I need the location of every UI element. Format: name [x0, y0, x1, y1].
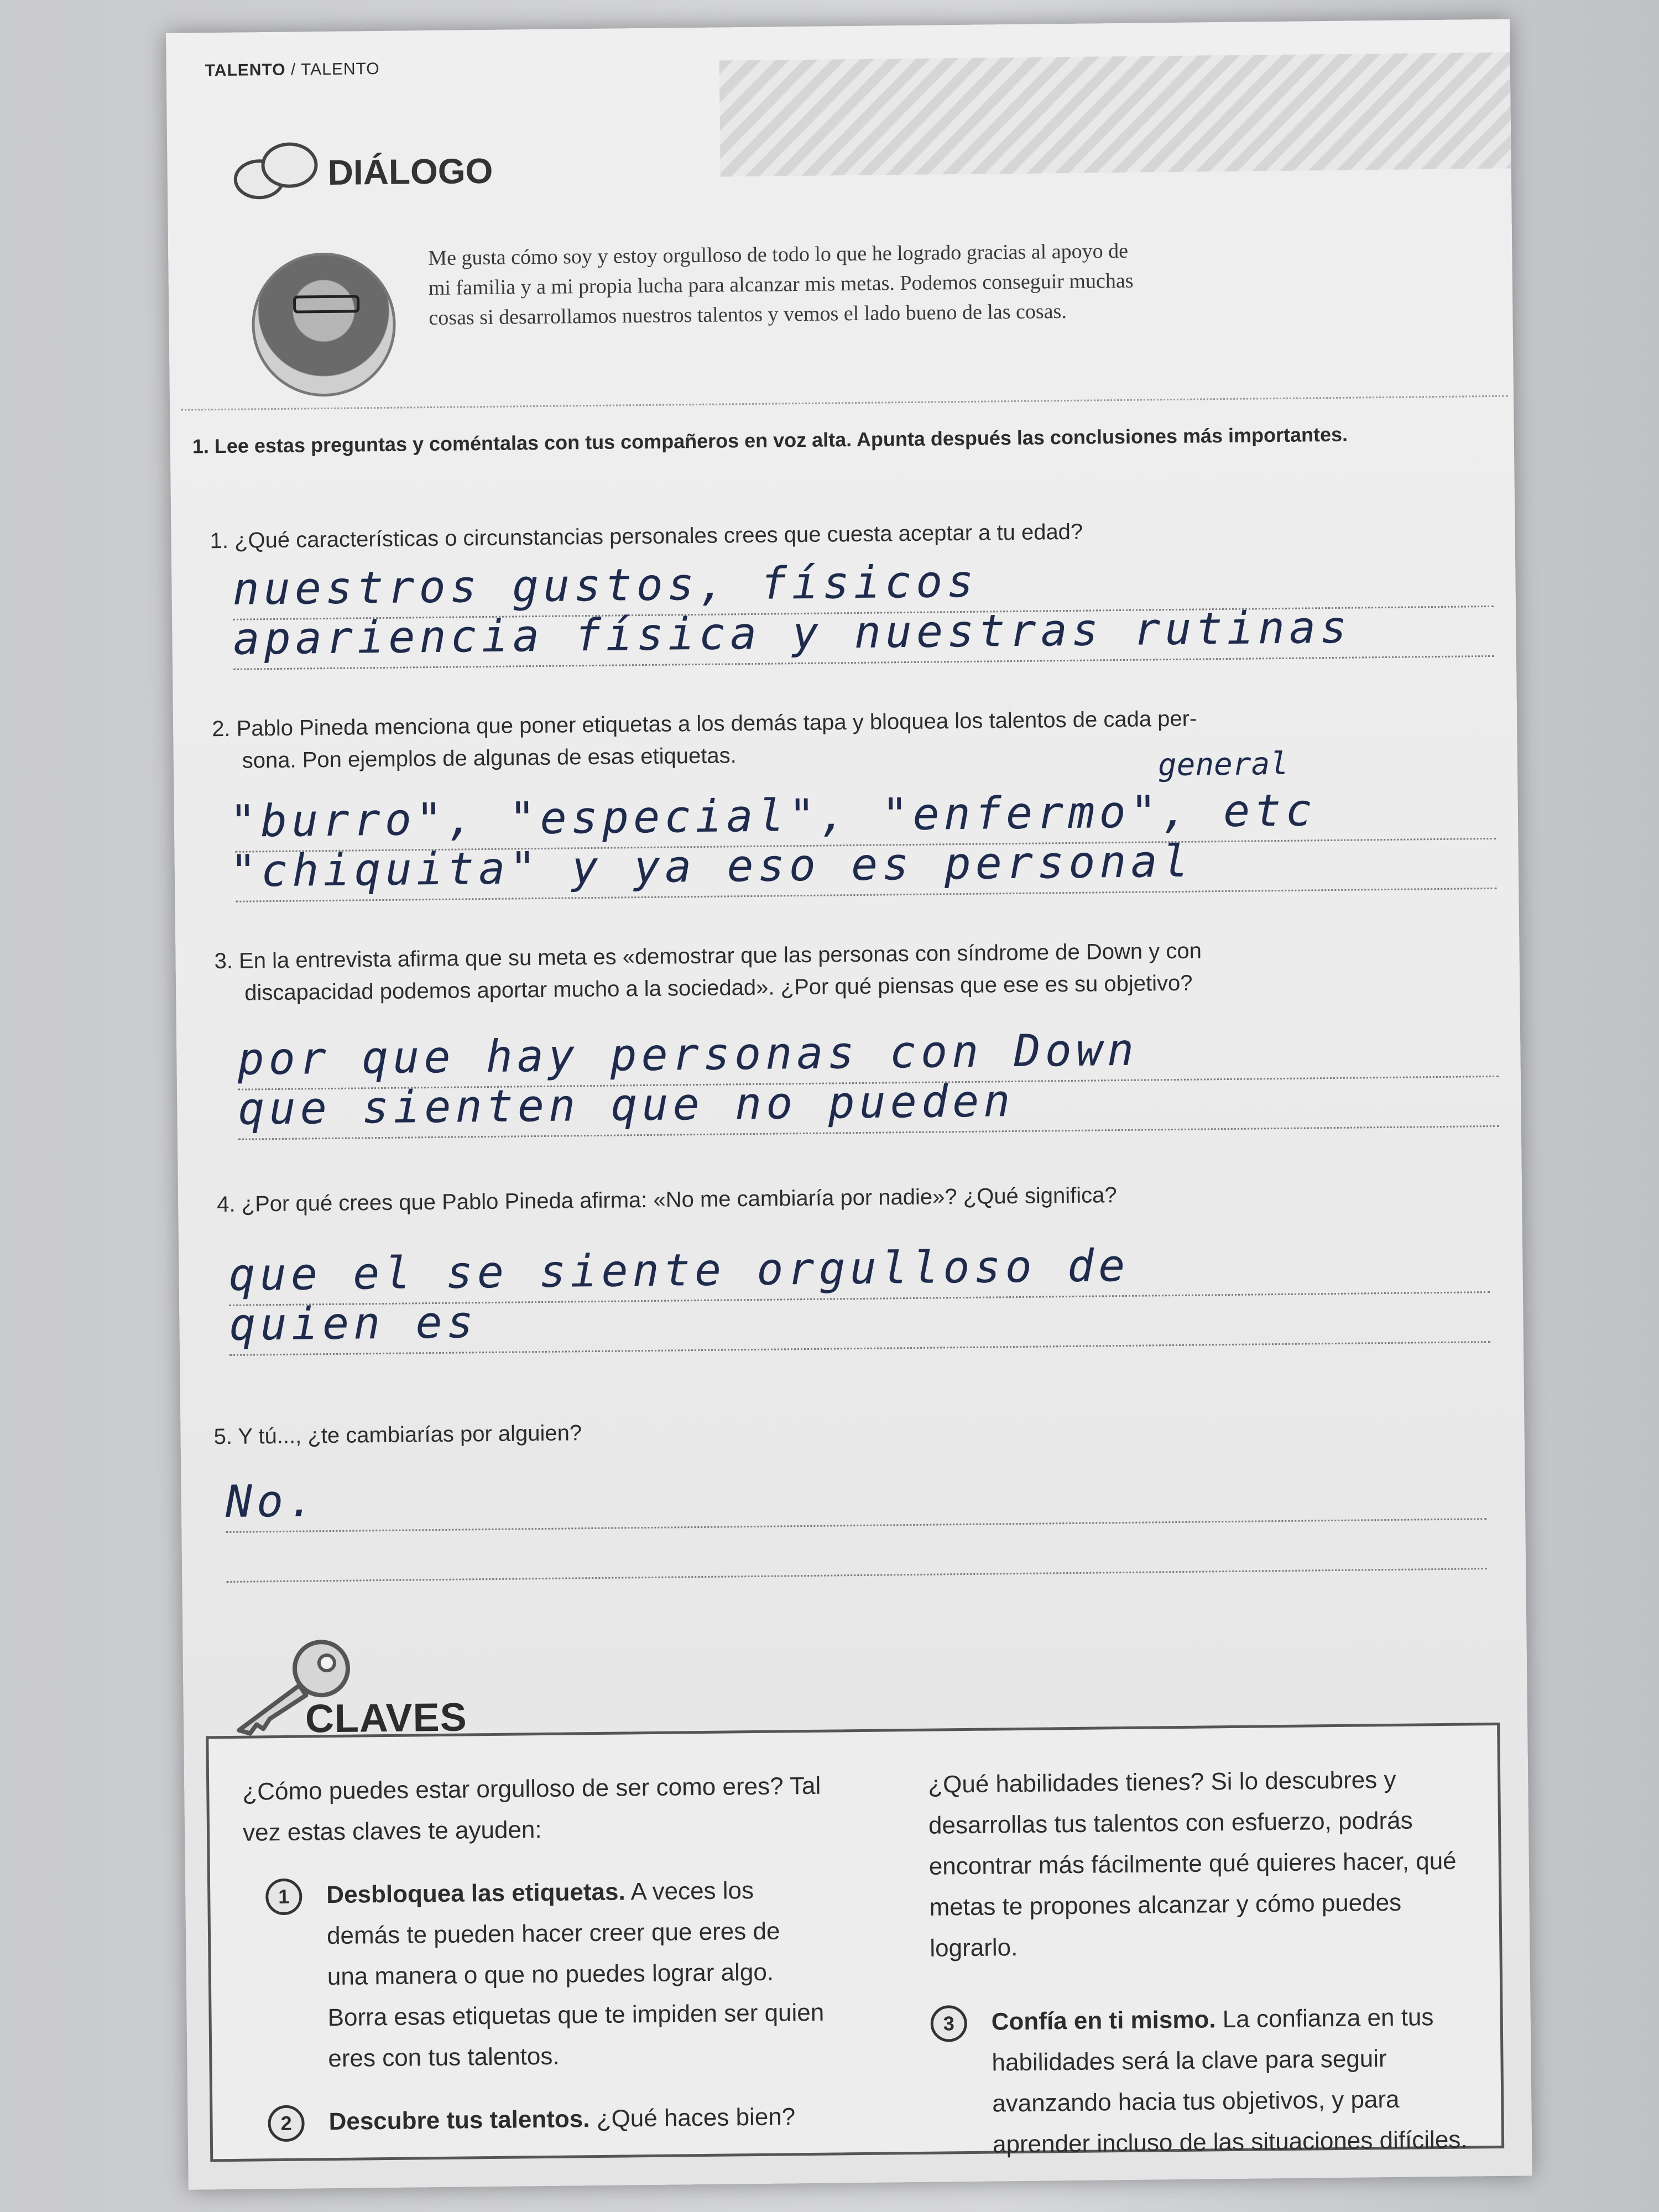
answer-line[interactable] — [226, 1518, 1486, 1533]
quote-line-3: cosas si desarrollamos nuestros talentos y vemos el lado bueno de las cosas. — [429, 299, 1067, 330]
speech-bubbles-icon — [233, 142, 311, 204]
clave-number: 1 — [265, 1879, 302, 1916]
question-3 — [214, 932, 1503, 1009]
handwritten-answer: apariencia física y nuestras rutinas — [232, 601, 1352, 665]
question-5: 5. Y tú..., ¿te cambiarías por alguien? — [213, 1421, 582, 1449]
handwritten-answer: que sienten que no pueden — [237, 1075, 1015, 1135]
clave-text: ¿Qué haces bien? — [589, 2103, 796, 2133]
claves-section — [194, 1623, 1510, 2157]
clave-item-3 — [930, 1996, 1474, 2166]
clave-bold: Confía en ti mismo. — [991, 2006, 1216, 2036]
handwritten-answer: "chiquita" y ya eso es personal — [229, 835, 1193, 897]
header-pattern — [719, 53, 1511, 177]
section-tag-rest: / TALENTO — [285, 59, 380, 79]
dialog-heading — [233, 140, 493, 204]
claves-title: CLAVES — [305, 1695, 468, 1741]
clave-bold: Desbloquea las etiquetas. — [326, 1878, 625, 1909]
instruction-number: 1. — [192, 435, 210, 458]
section-tag-bold: TALENTO — [205, 60, 286, 80]
claves-column-right — [928, 1759, 1474, 2166]
question-2 — [212, 700, 1501, 777]
handwritten-answer: nuestros gustos, físicos — [232, 555, 978, 615]
question-2-line-1: 2. Pablo Pineda menciona que poner etiquetas a los demás tapa y bloquea los talentos de cada per- — [211, 706, 1197, 742]
clave-continuation: ¿Qué habilidades tienes? Si lo descubres y desarrollas tus talentos con esfuerzo, podrás encontrar más fácilmente qué quieres hacer, qué metas te propones alcanzar y cómo puedes lograrlo. — [927, 1766, 1457, 1962]
handwritten-note: general — [1157, 745, 1289, 784]
question-4: 4. ¿Por qué crees que Pablo Pineda afirma: «No me cambiaría por nadie»? ¿Qué significa? — [216, 1183, 1117, 1217]
quote-line-1: Me gusta cómo soy y estoy orgulloso de todo lo que he logrado gracias al apoyo de — [428, 239, 1129, 270]
section-divider — [181, 395, 1508, 411]
handwritten-answer: por que hay personas con Down — [237, 1024, 1139, 1085]
handwritten-answer: que el se siente orgulloso de — [228, 1239, 1130, 1301]
question-3-line-2: discapacidad podemos aportar mucho a la sociedad». ¿Por qué piensas que ese es su objetivo? — [244, 971, 1193, 1005]
clave-text: A veces los demás te pueden hacer creer que eres de una manera o que no puedes lograr algo. Borra esas etiquetas que te impiden ser quien eres con tus talentos. — [326, 1877, 825, 2073]
quote-text — [428, 232, 1469, 333]
quote-line-2: mi familia y a mi propia lucha para alcanzar mis metas. Podemos conseguir muchas — [428, 269, 1134, 300]
worksheet-page — [166, 19, 1532, 2190]
clave-item-1 — [243, 1870, 826, 2080]
question-2-line-2: sona. Pon ejemplos de algunas de esas etiquetas. — [242, 743, 737, 773]
clave-item-2 — [246, 2096, 827, 2143]
answer-line[interactable] — [226, 1568, 1487, 1583]
claves-intro: ¿Cómo puedes estar orgulloso de ser como eres? Tal vez estas claves te ayuden: — [242, 1772, 821, 1846]
handwritten-answer: No. — [225, 1475, 319, 1528]
instruction-text: Lee estas preguntas y coméntalas con tus compañeros en voz alta. Apunta después las conclusiones más importantes. — [208, 422, 1348, 458]
question-3-line-1: 3. En la entrevista afirma que su meta es «demostrar que las personas con síndrome de Down y con — [214, 938, 1202, 974]
clave-number: 3 — [930, 2005, 967, 2042]
claves-box — [206, 1723, 1504, 2162]
activity-instruction — [192, 418, 1498, 462]
avatar-photo — [251, 252, 397, 398]
handwritten-answer: quien es — [228, 1296, 478, 1350]
section-tag — [205, 60, 380, 80]
question-1: 1. ¿Qué características o circunstancias personales crees que cuesta aceptar a tu edad? — [210, 519, 1083, 554]
clave-number: 2 — [268, 2105, 305, 2142]
claves-column-left — [242, 1766, 827, 2143]
dialog-title: DIÁLOGO — [327, 150, 493, 192]
handwritten-answer: "burro", "especial", "enfermo", etc — [229, 784, 1317, 847]
clave-text: La confianza en tus habilidades será la clave para seguir avanzando hacia tus objetivos, y para aprender incluso de las situaciones difíciles. — [992, 2004, 1468, 2158]
clave-bold: Descubre tus talentos. — [328, 2105, 590, 2136]
